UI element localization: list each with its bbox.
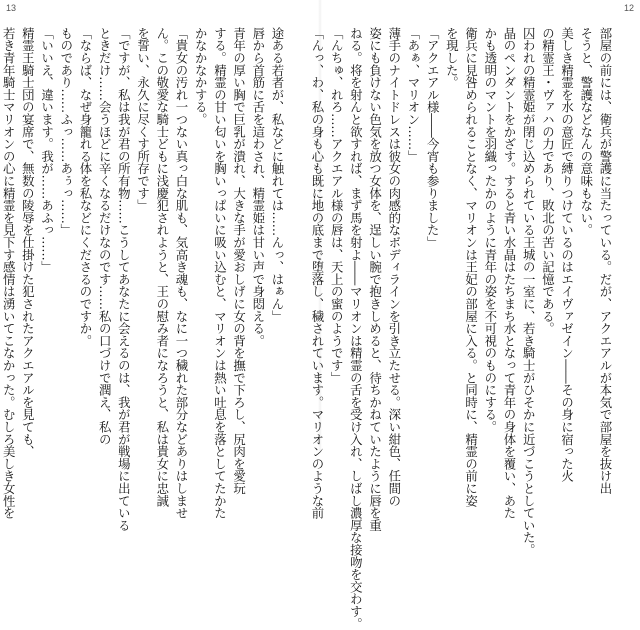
- text-line: 囚われの精霊姫が閉じ込められている王城の一室に、若き騎士がひそかに近づこうとしていた。: [521, 27, 537, 556]
- right-page-number: 12: [623, 3, 634, 13]
- text-line: の精霊王・ヴァハの力であり、敗北の苦い記憶である。: [540, 27, 556, 335]
- text-line: 「あぁ、マリオン……」: [405, 27, 421, 163]
- right-page: [309, 0, 640, 630]
- text-line: 「いいえ、違います。我が……あふっ……」: [39, 27, 55, 273]
- left-page-text: [1, 27, 287, 532]
- text-line: を現した。: [444, 27, 460, 89]
- text-line: 唇から首筋に舌を這わされ、精霊姫は甘い声で身悶える。: [250, 27, 266, 347]
- text-line: 晶のペンダントをかざす。すると青い水晶はたちまち水となって青年の身体を覆い、あた: [501, 27, 517, 520]
- text-line: する。精霊の甘い匂いを胸いっぱいに吸い込むと、マリオンは熱い吐息を落としてたかた: [212, 27, 228, 520]
- text-line: ときだけ……会うほどに辛くなるだけなのです……私の口づけで潤え、私の: [97, 27, 113, 446]
- text-line: 「貴女の汚れ一つない真っ白な肌も、気高き魂も、なに一つ穢れた部分などありはしませ: [173, 27, 189, 520]
- text-line: かも透明のマントを羽織ったかのように青年の姿を不可視のものにする。: [482, 27, 498, 433]
- text-line: 姿にも負けない色気を放つ女体を、逞しい腕で抱きしめると、待ちかねていたように唇を重: [367, 27, 383, 532]
- text-line: かなかなかする。: [193, 27, 209, 126]
- text-line: ものであり……ふっ……あぅっ……」: [58, 27, 74, 237]
- text-line: 「ですが、私は我が君の所有物……こうしてあなたに会えるのは、我が君が戦場に出ている: [116, 27, 132, 532]
- text-line: 若き青年騎士マリオンの心に精霊を見下す感情は湧いてこなかった。むしろ美しき女性を: [1, 27, 17, 520]
- text-line: 部屋の前には、衛兵が警護に当たっている。だが、アクエアルが本気で部屋を抜け出: [598, 27, 613, 495]
- text-line: 美しき精霊を水の意匠で縛りつけているのはエイヴァゼイン――その身に宿った火: [559, 27, 575, 483]
- text-line: 「んっ、わ、私の身も心も既に地の底まで堕落し、穢されています。マリオンのような前: [309, 27, 325, 520]
- text-line: 「アクエアル様――今宵も参りました」: [425, 27, 441, 249]
- text-line: を誓い、永久に尽くす所存です」: [135, 27, 151, 212]
- text-line: ん。この敬愛な騎士どもに浅慶犯されようと、王の慰み者になろうと、私は貴女に忠誠: [154, 27, 170, 507]
- text-line: 「んちゅ、れろ……アクエアル様の唇は、天上の蜜のようです」: [329, 27, 345, 384]
- text-line: そうと、警護などなんの意味もない。: [578, 27, 594, 237]
- text-line: 精霊王騎士団の宴席で、無数の陵辱を仕掛けた犯されたアクエアルを見ても、: [20, 27, 36, 458]
- text-line: 青年の厚い胸で巨乳が潰れ、大きな手が愛おしげに女の背を撫で下ろし、尻肉を愛玩: [231, 27, 247, 495]
- text-line: 途ある若者が、私などに触れては……んっ、はぁん」: [270, 27, 285, 323]
- text-line: 衛兵に見咎められることなく、マリオンは王妃の部屋に入る。と同時に、精霊の前に姿: [463, 27, 479, 507]
- text-line: ねる。将を射んと欲すれば、まず馬を射よ――マリオンは精霊の舌を受け入れ、しばし濃厚な接吻を交わす。: [348, 27, 364, 630]
- right-page-text: [309, 27, 615, 630]
- left-page-number: 13: [6, 3, 17, 13]
- text-line: 「ならば、なぜ身籠れる体を私などにくださるのですか。: [77, 27, 93, 347]
- text-line: 薄手のナイトドレスは彼女の肉感的なボディラインを引き立たせる。深い紺色、任間の: [386, 27, 402, 507]
- left-page: [0, 0, 320, 532]
